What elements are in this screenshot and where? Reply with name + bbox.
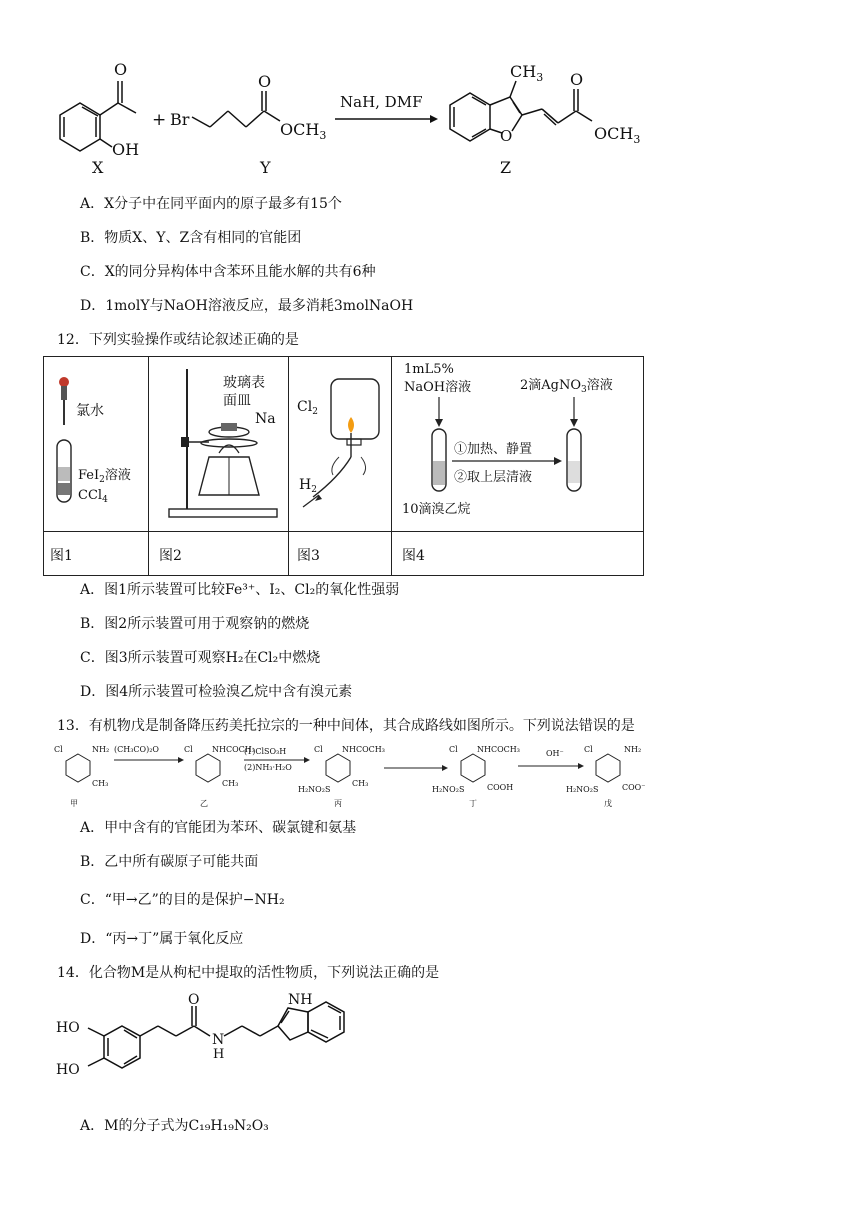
fig1-apparatus <box>44 357 148 527</box>
compound-ding-label: 丁 <box>469 799 477 808</box>
ding-cooh: COOH <box>487 783 514 792</box>
jia-nh2: NH₂ <box>92 745 110 754</box>
q14-option-a: A．M的分子式为C₁₉H₁₉N₂O₃ <box>80 1118 269 1134</box>
q13-stem: 13．有机物戊是制备降压药美托拉宗的一种中间体，其合成路线如图所示。下列说法错误的是 <box>57 718 635 734</box>
fig4-label: 图4 <box>402 548 425 564</box>
fig3-h2-label: $H_2$ <box>299 477 317 495</box>
compound-z-structure <box>450 81 592 141</box>
reaction-conditions: NaH, DMF <box>340 93 423 111</box>
y-oxygen-label: O <box>258 72 272 91</box>
compound-jia-label: 甲 <box>70 799 78 808</box>
y-br-label: Br <box>170 110 190 129</box>
x-oxygen-label: O <box>114 60 128 79</box>
bing-so2nh2: H₂NO₂S <box>298 785 331 794</box>
m-oxygen-label: O <box>188 992 200 1008</box>
bing-ch3: CH₃ <box>352 779 369 788</box>
bing-cl: Cl <box>314 745 323 754</box>
q13-synthesis-route <box>48 740 748 810</box>
m-nh-label: NH <box>288 992 313 1008</box>
yi-cl: Cl <box>184 745 193 754</box>
q12-option-b: B．图2所示装置可用于观察钠的燃烧 <box>80 616 310 632</box>
ding-nhcoch3: NHCOCH₃ <box>477 745 520 754</box>
compound-wu-label: 戊 <box>604 799 612 808</box>
fig2-cell <box>149 357 289 532</box>
fig2-watch-glass-label-1: 玻璃表 <box>223 375 265 391</box>
fig2-na-label: Na <box>255 411 276 427</box>
compound-x-label: X <box>92 158 104 177</box>
fig1-cell <box>44 357 149 532</box>
z-ring-oxygen-label: O <box>500 127 513 145</box>
reagent-hydroxide: OH⁻ <box>546 749 564 758</box>
reagent-chlorosulfonic-acid: (1)ClSO₃H <box>244 747 287 756</box>
q11-reaction-scheme <box>40 55 680 185</box>
q12-option-d: D．图4所示装置可检验溴乙烷中含有溴元素 <box>80 684 353 700</box>
fig4-step1-label: ①加热、静置 <box>454 442 533 457</box>
fig2-label-cell <box>149 532 289 576</box>
fig3-label-cell <box>289 532 392 576</box>
q13-option-b: B．乙中所有碳原子可能共面 <box>80 854 259 870</box>
m-ho-label-1: HO <box>56 1020 80 1036</box>
fig2-label: 图2 <box>159 548 182 564</box>
q11-option-c: C．X的同分异构体中含苯环且能水解的共有6种 <box>80 264 376 280</box>
fig4-label-cell <box>392 532 644 576</box>
wu-nh2: NH₂ <box>624 745 642 754</box>
bing-nhcoch3: NHCOCH₃ <box>342 745 385 754</box>
q12-option-a: A．图1所示装置可比较Fe³⁺、I₂、Cl₂的氧化性强弱 <box>80 582 400 598</box>
compound-y-label: Y <box>260 158 271 177</box>
fig1-label-cell <box>44 532 149 576</box>
fig4-bromoethane-label: 10滴溴乙烷 <box>402 502 471 517</box>
compound-y-structure <box>192 91 280 127</box>
m-ho-label-2: HO <box>56 1062 80 1078</box>
x-oh-label: OH <box>112 140 140 159</box>
m-hydrogen-label: H <box>213 1047 225 1062</box>
fig4-step2-label: ②取上层清液 <box>454 470 533 485</box>
fig3-cell <box>289 357 392 532</box>
q11-option-a: A．X分子中在同平面内的原子最多有15个 <box>80 196 342 212</box>
jia-ch3: CH₃ <box>92 779 109 788</box>
jia-cl: Cl <box>54 745 63 754</box>
fig3-label: 图3 <box>297 548 320 564</box>
ding-cl: Cl <box>449 745 458 754</box>
q11-option-d: D．1molY与NaOH溶液反应，最多消耗3molNaOH <box>80 298 414 314</box>
q13-option-d: D．“丙→丁”属于氧化反应 <box>80 931 244 947</box>
y-och3-label: $OCH_3$ <box>280 120 327 142</box>
z-ch3-label: $CH_3$ <box>510 62 544 84</box>
fig2-apparatus <box>149 357 288 527</box>
yi-nhcoch3: NHCOCH₃ <box>212 745 255 754</box>
fig2-watch-glass-label-2: 面皿 <box>223 393 251 409</box>
q13-option-c: C．“甲→乙”的目的是保护−NH₂ <box>80 892 285 908</box>
fig4-naoh-label-2: NaOH溶液 <box>404 380 472 395</box>
wu-cl: Cl <box>584 745 593 754</box>
z-oxygen-label: O <box>570 70 584 89</box>
fig3-cl2-label: $Cl_2$ <box>297 399 318 417</box>
q12-figure-table <box>43 356 644 576</box>
q12-option-c: C．图3所示装置可观察H₂在Cl₂中燃烧 <box>80 650 321 666</box>
reagent-ammonia-water: (2)NH₃·H₂O <box>244 763 292 772</box>
fig4-agno3-label: 2滴AgNO$_3$溶液 <box>520 378 613 395</box>
fig1-label: 图1 <box>50 548 73 564</box>
fig3-apparatus <box>289 357 391 527</box>
fig4-apparatus <box>392 357 643 527</box>
fig1-ccl4-label: CCl$_4$ <box>78 488 108 505</box>
m-nitrogen-label: N <box>212 1032 225 1048</box>
wu-so2nh2: H₂NO₂S <box>566 785 599 794</box>
q12-stem: 12．下列实验操作或结论叙述正确的是 <box>57 332 299 348</box>
fig1-chlorine-water-label: 氯水 <box>76 403 104 419</box>
ding-so2nh2: H₂NO₂S <box>432 785 465 794</box>
q11-option-b: B．物质X、Y、Z含有相同的官能团 <box>80 230 302 246</box>
wu-coo: COO⁻ <box>622 783 646 792</box>
compound-z-label: Z <box>500 158 512 177</box>
plus-sign: + <box>152 110 167 130</box>
yi-ch3: CH₃ <box>222 779 239 788</box>
fig1-fei2-label: FeI$_2$溶液 <box>78 468 131 485</box>
fig4-naoh-label-1: 1mL5% <box>404 362 454 377</box>
q13-option-a: A．甲中含有的官能团为苯环、碳氯键和氨基 <box>80 820 357 836</box>
z-och3-label: $OCH_3$ <box>594 124 641 146</box>
compound-m-structure <box>52 992 372 1092</box>
reagent-acetic-anhydride: (CH₃CO)₂O <box>114 745 159 754</box>
compound-bing-label: 丙 <box>334 799 342 808</box>
compound-yi-label: 乙 <box>200 799 208 808</box>
fig4-cell <box>392 357 644 532</box>
q14-stem: 14．化合物M是从枸杞中提取的活性物质，下列说法正确的是 <box>57 965 440 981</box>
